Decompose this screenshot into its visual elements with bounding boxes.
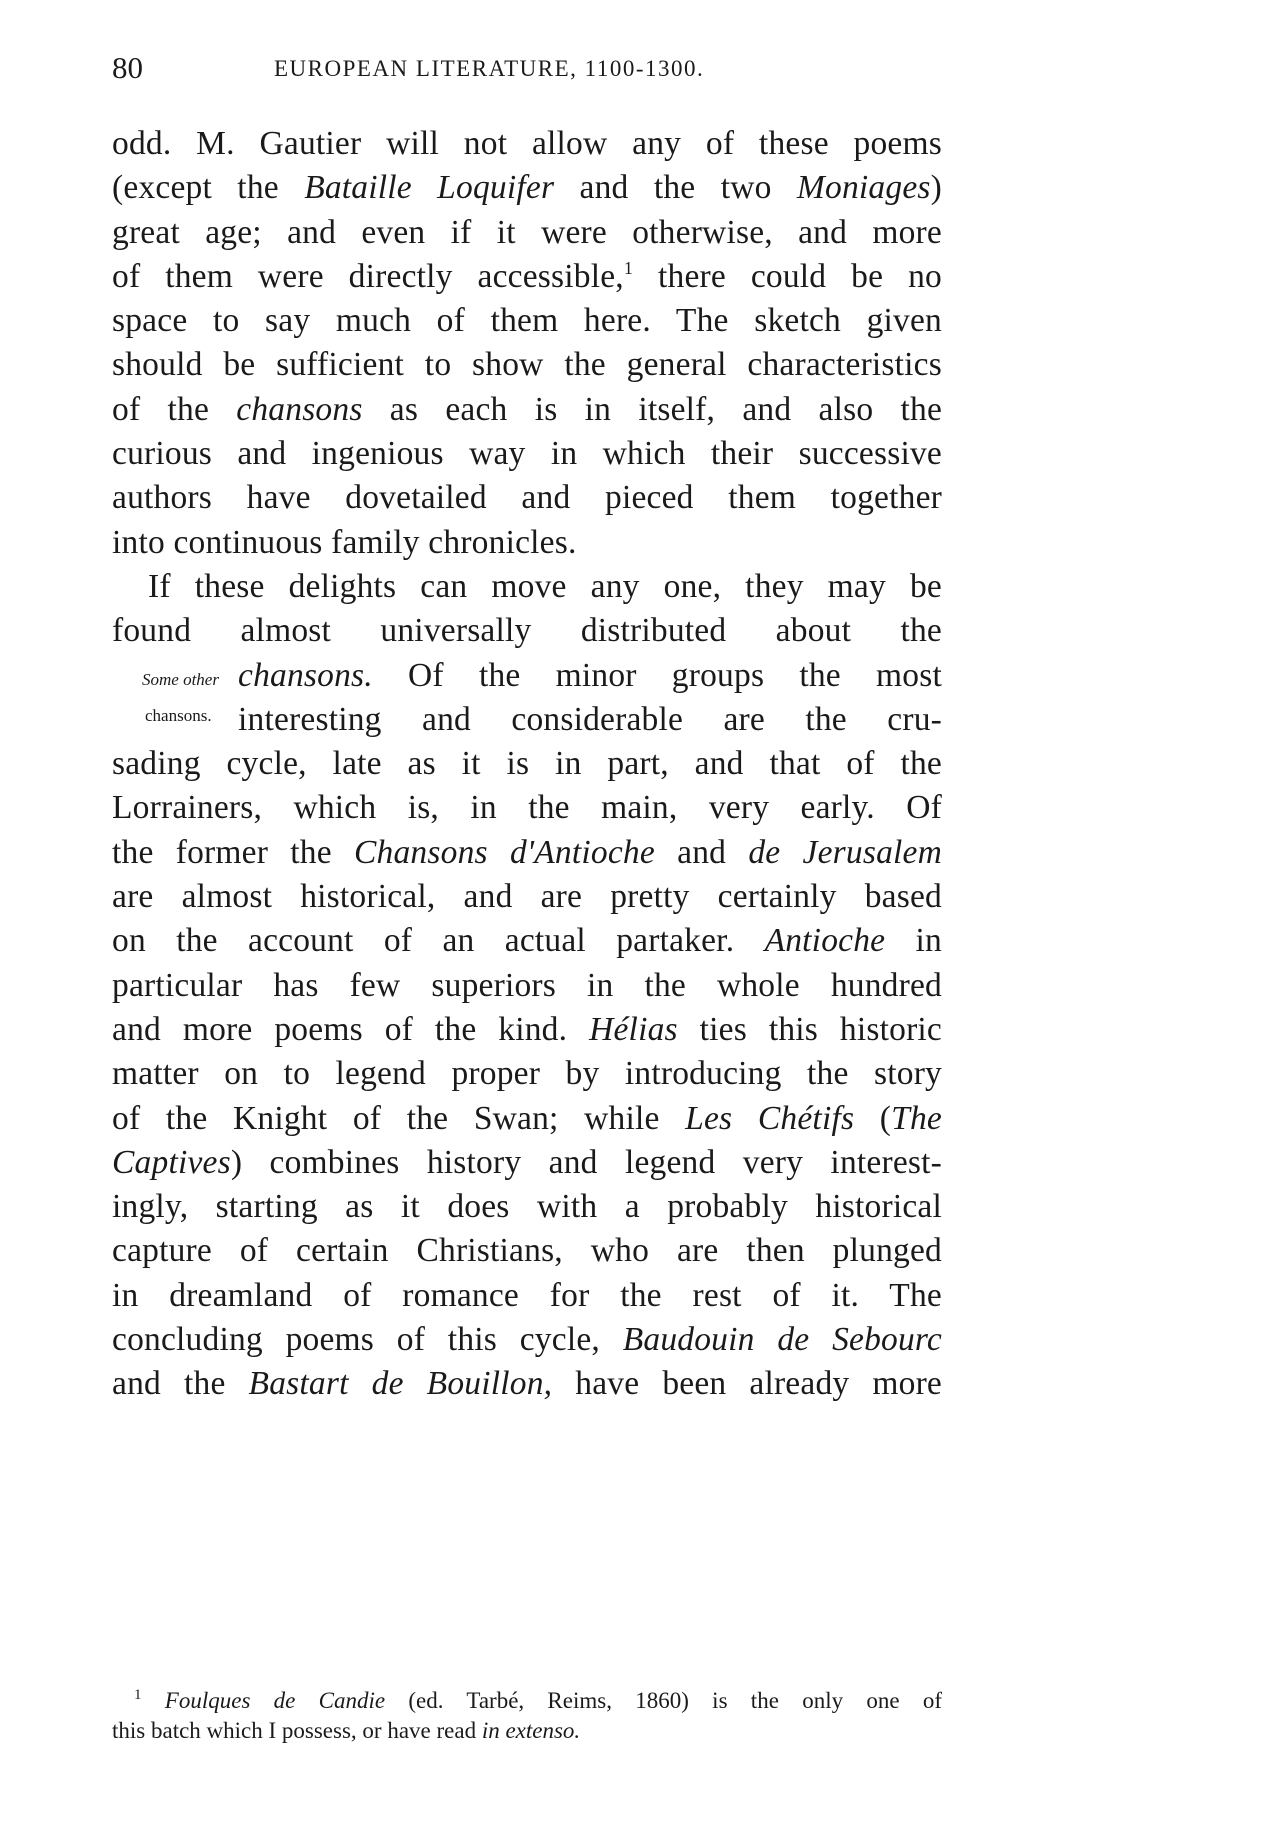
text-segment: Lorrainers, which is, in the main, very early. Of (112, 789, 942, 827)
footnote-line (112, 1686, 942, 1716)
text-segment: ingly, starting as it does with a probably historical (112, 1188, 942, 1226)
text-segment: interesting and considerable are the cru- (238, 700, 942, 738)
text-segment: and the two (554, 169, 797, 207)
italic-title: chansons (236, 390, 363, 428)
text-segment: on the account of an actual partaker. (112, 922, 765, 960)
text-segment: particular has few superiors in the whole hundred (112, 966, 942, 1004)
text-line (112, 919, 942, 963)
text-segment: capture of certain Christians, who are then plunged (112, 1232, 942, 1270)
text-segment: should be sufficient to show the general characteristics (112, 346, 942, 384)
text-segment: there could be no (633, 257, 942, 295)
text-segment: authors have dovetailed and pieced them together (112, 479, 942, 517)
text-line (112, 432, 942, 476)
italic-title: Moniages (796, 169, 931, 207)
marginal-note-line-1: Some other (142, 670, 219, 689)
footnote-text: (ed. Tarbé, Reims, 1860) is the only one of (385, 1688, 943, 1713)
text-line (112, 654, 942, 698)
text-segment: as each is in itself, and also the (362, 390, 943, 428)
text-segment: the former the (112, 833, 354, 871)
footnote-line (112, 1716, 942, 1746)
page-number: 80 (112, 50, 143, 85)
text-line (112, 875, 942, 919)
text-segment: sading cycle, late as it is in part, and that of the (112, 745, 942, 783)
text-segment: are almost historical, and are pretty certainly based (112, 878, 942, 916)
text-segment: space to say much of them here. The sketch given (112, 302, 942, 340)
text-line (112, 1052, 942, 1096)
text-line (112, 786, 942, 830)
text-line (112, 1008, 942, 1052)
text-line (112, 521, 942, 565)
text-line (112, 1274, 942, 1318)
italic-title: Les Chétifs (685, 1099, 855, 1137)
text-line (112, 609, 942, 653)
text-segment: ties this historic (677, 1010, 942, 1048)
footnote-title: Foulques de Candie (164, 1688, 386, 1713)
text-segment: have been already more (552, 1365, 943, 1403)
text-line (112, 255, 942, 299)
text-line (112, 343, 942, 387)
text-line (112, 1229, 942, 1273)
text-segment: and the (112, 1365, 249, 1403)
text-segment: curious and ingenious way in which their successive (112, 435, 942, 473)
text-segment: of the (112, 390, 237, 428)
text-line (112, 211, 942, 255)
text-line (112, 565, 942, 609)
italic-title: Baudouin de Sebourc (622, 1321, 942, 1359)
text-line (112, 1318, 942, 1362)
running-title: EUROPEAN LITERATURE, 1100-1300. (274, 56, 705, 81)
footnote-text: this batch which I possess, or have read (112, 1718, 482, 1743)
text-line (112, 964, 942, 1008)
text-segment: If these delights can move any one, they may be (148, 567, 942, 605)
text-line (112, 299, 942, 343)
footnote-marker: 1 (134, 1687, 142, 1703)
text-line (112, 1185, 942, 1229)
text-segment: in dreamland of romance for the rest of it. The (112, 1276, 942, 1314)
text-segment: (except the (112, 169, 305, 207)
text-segment: ) (930, 169, 942, 207)
italic-title: Bataille Loquifer (304, 169, 555, 207)
text-line (112, 1097, 942, 1141)
italic-title: Chansons d'Antioche (353, 833, 655, 871)
text-segment: matter on to legend proper by introducing the story (112, 1055, 942, 1093)
text-line (112, 476, 942, 520)
body-text (112, 122, 942, 1407)
text-line (112, 742, 942, 786)
text-segment: of them were directly accessible, (112, 257, 624, 295)
footnote-reference: 1 (623, 257, 634, 278)
footnotes (112, 1686, 942, 1746)
italic-title: Hélias (589, 1010, 678, 1048)
running-head (112, 50, 942, 90)
footnote-emphasis: in extenso. (481, 1718, 581, 1743)
text-segment: ( (854, 1099, 892, 1137)
text-segment: found almost universally distributed about the (112, 612, 942, 650)
text-segment: into continuous family chronicles. (112, 523, 577, 561)
text-segment: of the Knight of the Swan; while (112, 1099, 686, 1137)
text-segment: ) combines history and legend very interest- (230, 1143, 942, 1181)
italic-title: The (891, 1099, 942, 1137)
text-line (112, 698, 942, 742)
text-line (112, 166, 942, 210)
italic-title: Bastart de Bouillon, (248, 1365, 553, 1403)
text-segment: great age; and even if it were otherwise, and more (112, 213, 942, 251)
text-segment: odd. M. Gautier will not allow any of these poems (112, 125, 942, 162)
italic-title: de Jerusalem (748, 833, 943, 871)
text-segment: in (885, 922, 942, 960)
text-segment: Of the minor groups the most (372, 656, 942, 694)
italic-title: Antioche (764, 922, 886, 960)
text-line (112, 1141, 942, 1185)
text-line (112, 831, 942, 875)
text-line (112, 388, 942, 432)
italic-title: Captives (112, 1143, 231, 1181)
italic-title: chansons. (238, 656, 373, 694)
text-segment: and (654, 833, 749, 871)
text-line (112, 1362, 942, 1406)
text-line (112, 122, 942, 166)
text-segment: and more poems of the kind. (112, 1010, 590, 1048)
marginal-note-line-2: chansons. (145, 706, 212, 725)
text-segment: concluding poems of this cycle, (112, 1321, 623, 1359)
